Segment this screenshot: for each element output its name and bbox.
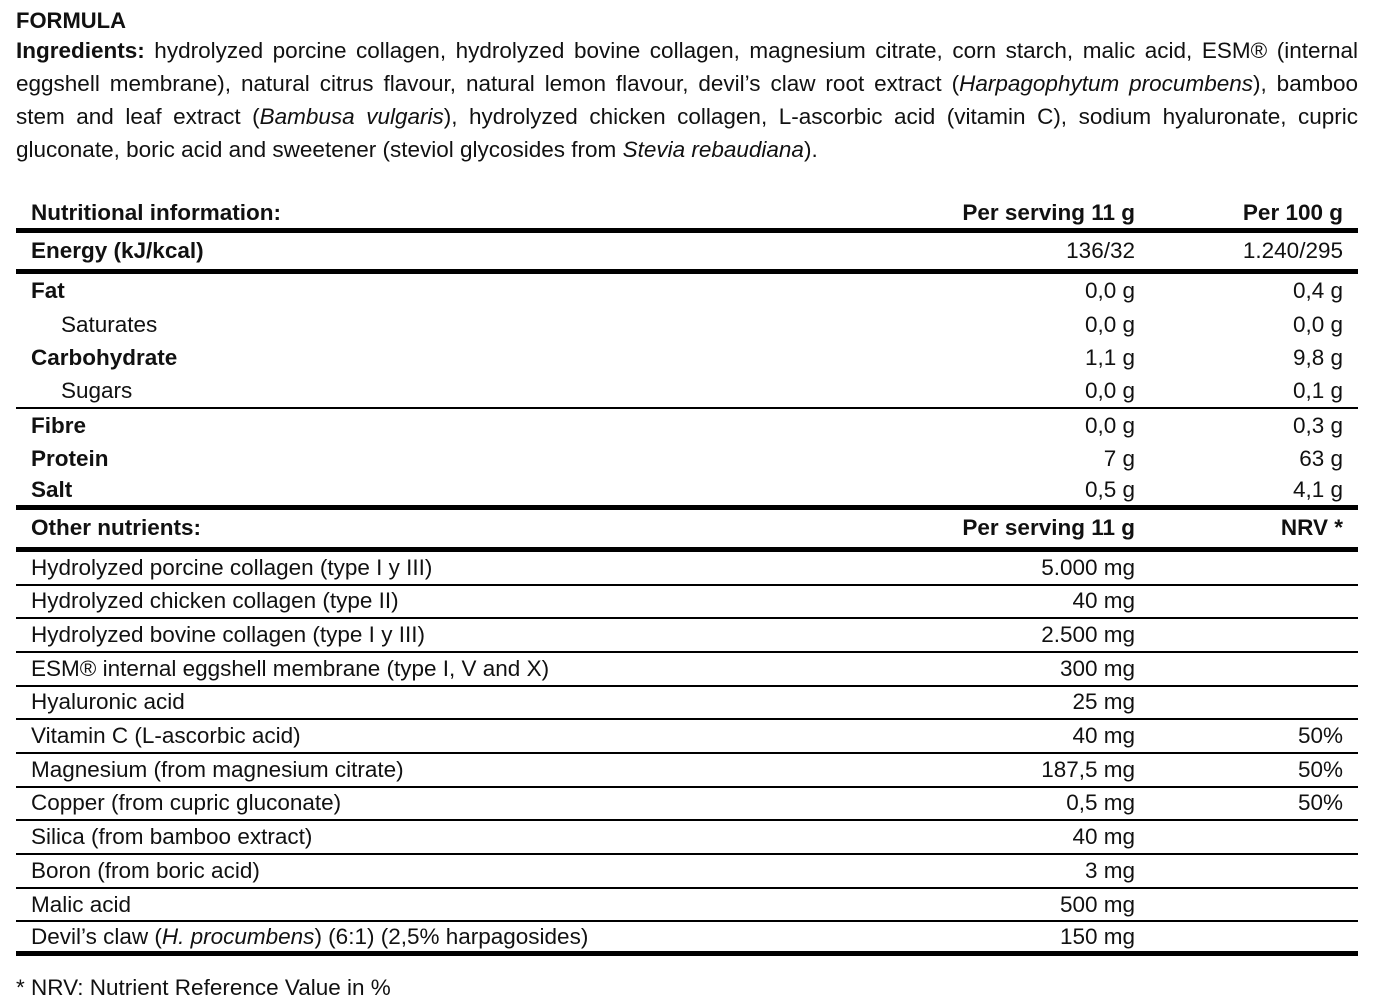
row-col2: 0,4 g (1292, 277, 1343, 303)
row-label: Sugars (61, 377, 133, 403)
table-row (16, 720, 1358, 754)
row-label-pre: Devil’s claw ( (31, 923, 162, 949)
table-row (16, 855, 1358, 889)
table-row (16, 409, 1358, 443)
ingredients-label: Ingredients: (16, 38, 145, 63)
nutrition-header-col2: Per 100 g (1242, 199, 1343, 225)
row-col1: 0,0 g (1084, 277, 1135, 303)
table-row (16, 341, 1358, 375)
row-label: Hyaluronic acid (31, 689, 185, 715)
row-col1: 40 mg (1072, 824, 1135, 850)
row-col1: 3 mg (1084, 857, 1135, 883)
row-label: Hydrolyzed porcine collagen (type I y III) (31, 554, 433, 580)
row-col1: 7 g (1103, 446, 1135, 472)
row-label: Protein (31, 446, 109, 472)
row-label: Fibre (31, 412, 87, 438)
row-col2: 50% (1297, 790, 1343, 816)
table-row (16, 442, 1358, 476)
ingredients-text-1: hydrolyzed porcine collagen, hydrolyzed bovine collagen, magnesium citrate, corn starch, malic acid, ESM® (internal eggshell membrane), natural citrus flavour, natural lemon flavour, devil’s claw root extract ( (16, 38, 1358, 96)
ingredients-italic-2: Bambusa vulgaris (259, 104, 444, 129)
row-col1: 300 mg (1059, 655, 1135, 681)
row-label: Salt (31, 477, 73, 503)
row-label: Magnesium (from magnesium citrate) (31, 756, 404, 782)
other-header-col1: Per serving 11 g (962, 515, 1135, 541)
ingredients-text-2: ), bamboo stem and leaf extract ( (16, 71, 1358, 129)
row-label-post: ) (6:1) (2,5% harpagosides) (314, 923, 589, 949)
formula-title: FORMULA (16, 8, 126, 33)
table-row (16, 274, 1358, 308)
row-col1: 0,0 g (1084, 377, 1135, 403)
row-col2: 0,1 g (1292, 377, 1343, 403)
table-row (16, 586, 1358, 620)
row-col1: 150 mg (1059, 923, 1135, 949)
energy-col2: 1.240/295 (1242, 238, 1343, 263)
row-col2: 4,1 g (1292, 477, 1343, 503)
row-col1: 0,5 g (1084, 477, 1135, 503)
ingredients-italic-1: Harpagophytum procumbens (959, 71, 1253, 96)
ingredients-text-3: ), hydrolyzed chicken collagen, L-ascorbic acid (vitamin C), sodium hyaluronate, cupric gluconate, boric acid and sweetener (steviol glycosides from (16, 104, 1358, 162)
row-col1: 2.500 mg (1041, 622, 1135, 648)
table-row (16, 476, 1358, 510)
table-row (16, 619, 1358, 653)
nrv-footnote: * NRV: Nutrient Reference Value in % (16, 975, 391, 1000)
energy-col1: 136/32 (1066, 238, 1135, 263)
row-label: Copper (from cupric gluconate) (31, 790, 342, 816)
nutrition-table (16, 197, 1358, 956)
row-col1: 5.000 mg (1041, 554, 1135, 580)
row-label: Vitamin C (L-ascorbic acid) (31, 723, 301, 749)
row-col1: 0,0 g (1084, 311, 1135, 337)
row-col2: 0,0 g (1292, 311, 1343, 337)
other-header-col2: NRV * (1280, 515, 1343, 541)
row-label: Hydrolyzed bovine collagen (type I y III) (31, 622, 425, 648)
table-row (16, 552, 1358, 586)
row-label: Silica (from bamboo extract) (31, 824, 313, 850)
row-col1: 500 mg (1059, 891, 1135, 917)
row-col1: 187,5 mg (1041, 756, 1135, 782)
energy-label: Energy (kJ/kcal) (31, 238, 204, 263)
row-label: Saturates (61, 311, 158, 337)
formula-section (16, 8, 1358, 166)
row-col1: 1,1 g (1084, 345, 1135, 371)
row-label: Malic acid (31, 891, 132, 917)
row-col1: 0,0 g (1084, 412, 1135, 438)
table-row (16, 375, 1358, 409)
table-row (16, 922, 1358, 956)
table-row (16, 821, 1358, 855)
other-header-label: Other nutrients: (31, 515, 202, 541)
ingredients-paragraph (16, 34, 1358, 166)
row-col2: 50% (1297, 723, 1343, 749)
nutrition-header-col1: Per serving 11 g (962, 199, 1135, 225)
table-row (16, 308, 1358, 342)
row-label (16, 924, 735, 950)
row-col1: 40 mg (1072, 723, 1135, 749)
row-col2: 63 g (1299, 446, 1343, 472)
table-row (16, 889, 1358, 923)
row-col2: 9,8 g (1292, 345, 1343, 371)
row-label: Boron (from boric acid) (31, 857, 260, 883)
row-label: Fat (31, 277, 65, 303)
row-label: Hydrolyzed chicken collagen (type II) (31, 588, 399, 614)
table-row (16, 754, 1358, 788)
table-row (16, 687, 1358, 721)
row-col1: 40 mg (1072, 588, 1135, 614)
row-label: Carbohydrate (31, 345, 178, 371)
table-row (16, 653, 1358, 687)
ingredients-text-4: ). (803, 137, 818, 162)
energy-row (16, 233, 1358, 274)
ingredients-italic-3: Stevia rebaudiana (622, 137, 804, 162)
row-col1: 25 mg (1072, 689, 1135, 715)
other-header-row (16, 510, 1358, 552)
row-col2: 50% (1297, 756, 1343, 782)
row-label-italic: H. procumbens (161, 923, 315, 949)
row-col2: 0,3 g (1292, 412, 1343, 438)
nutrition-header-row (16, 197, 1358, 233)
row-label: ESM® internal eggshell membrane (type I, V and X) (31, 655, 550, 681)
table-row (16, 788, 1358, 822)
nutrition-header-label: Nutritional information: (31, 199, 281, 225)
row-col1: 0,5 mg (1066, 790, 1135, 816)
